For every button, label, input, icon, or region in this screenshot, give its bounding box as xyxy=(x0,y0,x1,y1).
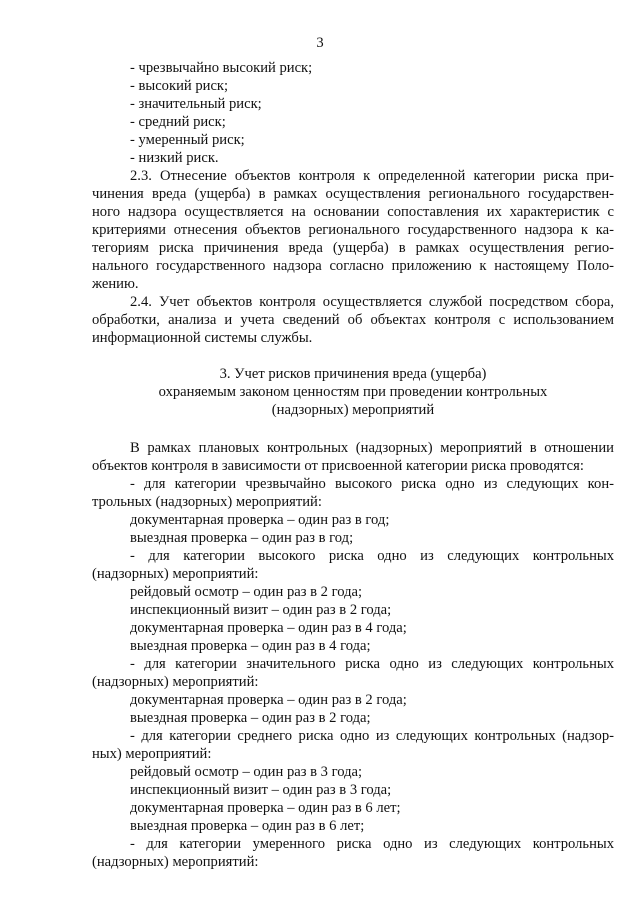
paragraph-2-4-line: обработки, анализа и учета сведений об объектах контроля с использованием xyxy=(92,312,614,328)
measure-item: выездная проверка – один раз в 6 лет; xyxy=(130,818,365,834)
measure-item: инспекционный визит – один раз в 3 года; xyxy=(130,782,392,798)
paragraph-2-3-line: чинения вреда (ущерба) в рамках осуществления регионального государствен- xyxy=(92,186,614,202)
paragraph-2-4-line: информационной системы службы. xyxy=(92,330,313,346)
category-medium-line: ных) мероприятий: xyxy=(92,746,212,762)
spacer xyxy=(92,419,614,439)
paragraph-2-3-line: критериями отнесения объектов регионального государственного надзора к ка- xyxy=(92,222,614,238)
measure-item: выездная проверка – один раз в 2 года; xyxy=(130,710,371,726)
risk-list-item: - средний риск; xyxy=(130,114,226,130)
measure-item: документарная проверка – один раз в 2 года; xyxy=(130,692,407,708)
paragraph-2-3-line: 2.3. Отнесение объектов контроля к определенной категории риска при- xyxy=(130,168,614,184)
measure-item: выездная проверка – один раз в 4 года; xyxy=(130,638,371,654)
category-extreme-line: трольных (надзорных) мероприятий: xyxy=(92,494,322,510)
paragraph-2-3-line: жению. xyxy=(92,276,139,292)
category-extreme-line: - для категории чрезвычайно высокого риска одно из следующих кон- xyxy=(130,476,614,492)
measure-item: рейдовый осмотр – один раз в 3 года; xyxy=(130,764,363,780)
measure-item: документарная проверка – один раз в год; xyxy=(130,512,390,528)
measure-item: выездная проверка – один раз в год; xyxy=(130,530,354,546)
category-moderate-line: - для категории умеренного риска одно из следующих контрольных xyxy=(130,836,614,852)
category-high-line: (надзорных) мероприятий: xyxy=(92,566,259,582)
risk-list-item: - значительный риск; xyxy=(130,96,262,112)
category-medium-line: - для категории среднего риска одно из следующих контрольных (надзор- xyxy=(130,728,614,744)
paragraph-2-3-line: нального государственного надзора согласно приложению к настоящему Поло- xyxy=(92,258,614,274)
risk-list-item: - низкий риск. xyxy=(130,150,219,166)
category-significant-line: - для категории значительного риска одно из следующих контрольных xyxy=(130,656,614,672)
risk-list-item: - высокий риск; xyxy=(130,78,229,94)
measure-item: документарная проверка – один раз в 4 года; xyxy=(130,620,407,636)
paragraph-2-3-line: ного надзора осуществляется на основании сопоставления их характеристик с xyxy=(92,204,614,220)
category-high-line: - для категории высокого риска одно из следующих контрольных xyxy=(130,548,614,564)
measure-item: рейдовый осмотр – один раз в 2 года; xyxy=(130,584,363,600)
measure-item: документарная проверка – один раз в 6 лет; xyxy=(130,800,401,816)
paragraph-2-4-line: 2.4. Учет объектов контроля осуществляется службой посредством сбора, xyxy=(130,294,614,310)
page-content xyxy=(92,59,614,871)
section-3-title: 3. Учет рисков причинения вреда (ущерба) xyxy=(219,366,487,382)
intro-line: объектов контроля в зависимости от присвоенной категории риска проводятся: xyxy=(92,458,584,474)
risk-list-item: - чрезвычайно высокий риск; xyxy=(130,60,313,76)
section-3-title: охраняемым законом ценностям при проведении контрольных xyxy=(158,384,548,400)
spacer xyxy=(92,347,614,365)
paragraph-2-3-line: тегориям риска причинения вреда (ущерба) в рамках осуществления регио- xyxy=(92,240,614,256)
section-3-title: (надзорных) мероприятий xyxy=(271,402,435,418)
measure-item: инспекционный визит – один раз в 2 года; xyxy=(130,602,392,618)
risk-list-item: - умеренный риск; xyxy=(130,132,245,148)
category-significant-line: (надзорных) мероприятий: xyxy=(92,674,259,690)
intro-line: В рамках плановых контрольных (надзорных) мероприятий в отношении xyxy=(130,440,614,456)
page-number: 3 xyxy=(316,35,324,51)
category-moderate-line: (надзорных) мероприятий: xyxy=(92,854,259,870)
